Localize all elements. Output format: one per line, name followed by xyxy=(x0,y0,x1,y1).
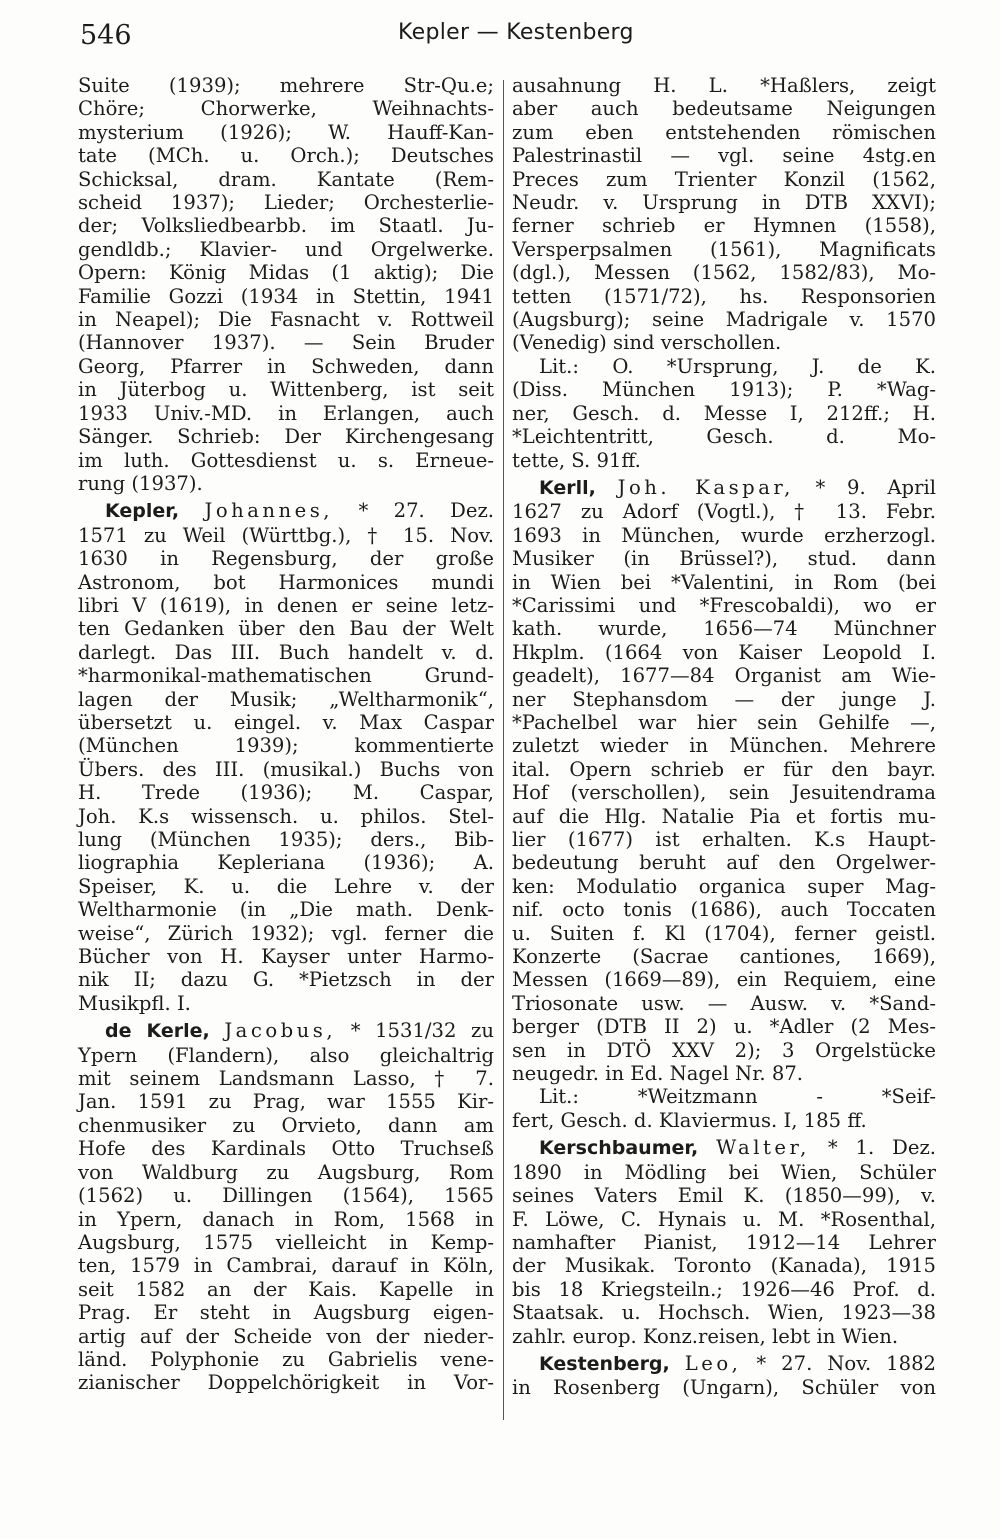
text-line: zum eben entstehenden römischen xyxy=(512,120,936,144)
text-line: Konzerte (Sacrae cantiones, 1669), xyxy=(512,945,936,969)
text-line: * 1. Dez. xyxy=(827,1136,936,1160)
headword: Kerll, xyxy=(539,476,596,499)
text-line: 1890 in Mödling bei Wien, Schüler xyxy=(512,1160,936,1184)
text-line: liographia Kepleriana (1936); A. xyxy=(78,851,494,875)
text-line: artig auf der Scheide von der nieder- xyxy=(78,1324,494,1348)
text-line: in Rosenberg (Ungarn), Schüler von xyxy=(512,1376,936,1400)
text-line: Palestrinastil — vgl. seine 4stg.en xyxy=(512,144,936,168)
text-line: u. Suiten f. Kl (1704), ferner geistl. xyxy=(512,921,936,945)
text-line: * 9. April xyxy=(815,475,936,499)
text-line: im luth. Gottesdienst u. s. Erneue- xyxy=(78,448,494,472)
text-line: mysterium (1926); W. Hauff-Kan- xyxy=(78,120,494,144)
text-line: scheid 1937); Lieder; Orchesterlie- xyxy=(78,191,494,215)
text-line: Preces zum Trienter Konzil (1562, xyxy=(512,167,936,191)
text-line: (dgl.), Messen (1562, 1582/83), Mo- xyxy=(512,261,936,285)
entry-kerll xyxy=(512,476,936,1132)
entry-kerschbaumer xyxy=(512,1136,936,1348)
given-name: Leo, xyxy=(684,1351,742,1375)
literature-line: Lit.: O. *Ursprung, J. de K. xyxy=(539,354,936,378)
text-line: zahlr. europ. Konz.reisen, lebt in Wien. xyxy=(512,1324,899,1348)
text-line: * 27. Dez. xyxy=(358,499,495,523)
running-title: Kepler — Kestenberg xyxy=(398,20,634,45)
text-line: Chöre; Chorwerke, Weihnachts- xyxy=(78,97,494,121)
text-line: sen in DTÖ XXV 2); 3 Orgelstücke xyxy=(512,1038,936,1062)
text-line: ten, 1579 in Cambrai, darauf in Köln, xyxy=(78,1254,494,1278)
text-line: Musiker (in Brüssel?), stud. dann xyxy=(512,547,936,571)
text-line: Sänger. Schrieb: Der Kirchengesang xyxy=(78,425,494,449)
text-line: Übers. des III. (musikal.) Buchs von xyxy=(78,757,494,781)
text-line: ten Gedanken über den Bau der Welt xyxy=(78,617,494,641)
text-line: seit 1582 an der Kais. Kapelle in xyxy=(78,1277,494,1301)
text-line: Suite (1939); mehrere Str-Qu.e; xyxy=(78,74,494,97)
text-line: tetten (1571/72), hs. Responsorien xyxy=(512,284,936,308)
text-line: bedeutung beruht auf den Orgelwer- xyxy=(512,851,936,875)
text-line: Staatsak. u. Hochsch. Wien, 1923—38 xyxy=(512,1301,936,1325)
given-name: Jacobus, xyxy=(224,1019,337,1043)
entry-first-line xyxy=(512,1136,936,1160)
text-line: in Neapel); Die Fasnacht v. Rottweil xyxy=(78,308,494,332)
text-line: Astronom, bot Harmonices mundi xyxy=(78,570,494,594)
text-line: lier (1677) ist erhalten. K.s Haupt- xyxy=(512,828,936,851)
text-line: Musikpfl. I. xyxy=(78,991,191,1015)
text-line: länd. Polyphonie zu Gabrielis vene- xyxy=(78,1347,494,1371)
entry-first-line xyxy=(512,476,936,500)
text-line: 1933 Univ.-MD. in Erlangen, auch xyxy=(78,401,494,425)
given-name: Johannes, xyxy=(204,499,334,523)
column-divider xyxy=(503,80,504,1420)
given-name: Joh. Kaspar, xyxy=(617,475,794,499)
text-line: aber auch bedeutsame Neigungen xyxy=(512,97,936,121)
text-line: berger (DTB II 2) u. *Adler (2 Mes- xyxy=(512,1015,936,1039)
text-line: tate (MCh. u. Orch.); Deutsches xyxy=(78,144,494,168)
text-line: (Venedig) sind verschollen. xyxy=(512,331,782,355)
text-line: Familie Gozzi (1934 in Stettin, 1941 xyxy=(78,284,494,308)
text-line: mit seinem Landsmann Lasso, † 7. xyxy=(78,1067,494,1091)
text-line: Neudr. v. Ursprung in DTB XXVI); xyxy=(512,191,936,215)
literature-line: tette, S. 91ff. xyxy=(512,448,641,472)
text-line: in Wien bei *Valentini, in Rom (bei xyxy=(512,570,936,594)
entry-de-kerle-continued xyxy=(512,74,936,472)
text-line: ner Stephansdom — der junge J. xyxy=(512,687,936,711)
text-line: (München 1939); kommentierte xyxy=(78,734,494,758)
text-line: ferner schrieb er Hymnen (1558), xyxy=(512,214,936,238)
text-line: zianischer Doppelchörigkeit in Vor- xyxy=(78,1371,494,1395)
text-line: ausahnung H. L. *Haßlers, zeigt xyxy=(512,74,936,97)
text-line: auf die Hlg. Natalie Pia et fortis mu- xyxy=(512,804,936,828)
text-line: nik II; dazu G. *Pietzsch in der xyxy=(78,968,494,992)
text-line: Weltharmonie (in „Die math. Denk- xyxy=(78,898,494,922)
text-line: Schicksal, dram. Kantate (Rem- xyxy=(78,167,494,191)
text-line: der Musikak. Toronto (Kanada), 1915 xyxy=(512,1254,936,1278)
text-line: Speiser, K. u. die Lehre v. der xyxy=(78,874,494,898)
text-line: Georg, Pfarrer in Schweden, dann xyxy=(78,354,494,378)
text-line: * 1531/32 zu xyxy=(350,1019,494,1043)
text-line: (1562) u. Dillingen (1564), 1565 xyxy=(78,1184,494,1208)
text-line: Prag. Er steht in Augsburg eigen- xyxy=(78,1301,494,1325)
headword: Kepler, xyxy=(105,500,180,523)
text-line: rung (1937). xyxy=(78,471,203,495)
text-line: *harmonikal-mathematischen Grund- xyxy=(78,664,494,688)
text-line: darlegt. Das III. Buch handelt v. d. xyxy=(78,640,494,664)
text-line: neugedr. in Ed. Nagel Nr. 87. xyxy=(512,1062,804,1086)
text-line: der; Volksliedbearbb. im Staatl. Ju- xyxy=(78,214,494,238)
entry-de-kerle xyxy=(78,1019,494,1395)
page-header xyxy=(0,20,1000,60)
text-line: *Carissimi und *Frescobaldi), wo er xyxy=(512,593,936,617)
headword: Kerschbaumer, xyxy=(539,1137,699,1160)
text-line: gendldb.; Klavier- und Orgelwerke. xyxy=(78,237,494,261)
text-line: nif. octo tonis (1686), auch Toccaten xyxy=(512,898,936,922)
text-line: Hkplm. (1664 von Kaiser Leopold I. xyxy=(512,640,936,664)
text-line: (Hannover 1937). — Sein Bruder xyxy=(78,331,494,355)
literature-line: *Leichtentritt, Gesch. d. Mo- xyxy=(512,425,936,449)
literature-line: Lit.: *Weitzmann - *Seif- xyxy=(539,1085,936,1109)
text-line: geadelt), 1677—84 Organist am Wie- xyxy=(512,664,936,688)
text-line: 1571 zu Weil (Württbg.), † 15. Nov. xyxy=(78,523,494,547)
entry-kepler xyxy=(78,499,494,1015)
text-line: Opern: König Midas (1 aktig); Die xyxy=(78,261,494,285)
entry-preceding xyxy=(78,74,494,495)
text-line: Jan. 1591 zu Prag, war 1555 Kir- xyxy=(78,1090,494,1114)
text-line: namhafter Pianist, 1912—14 Lehrer xyxy=(512,1230,936,1254)
text-line: Joh. K.s wissensch. u. philos. Stel- xyxy=(78,804,494,828)
page-number: 546 xyxy=(80,20,132,51)
text-line: F. Löwe, C. Hynais u. M. *Rosenthal, xyxy=(512,1207,936,1231)
text-line: in Jüterbog u. Wittenberg, ist seit xyxy=(78,378,494,402)
entry-kestenberg xyxy=(512,1352,936,1400)
text-line: * 27. Nov. 1882 xyxy=(756,1351,937,1375)
text-line: in Ypern, danach in Rom, 1568 in xyxy=(78,1207,494,1231)
literature-line: fert, Gesch. d. Klaviermus. I, 185 ff. xyxy=(512,1108,867,1132)
literature-line: (Diss. München 1913); P. *Wag- xyxy=(512,378,936,402)
given-name: Walter, xyxy=(716,1136,810,1160)
text-line: übersetzt u. eingel. v. Max Caspar xyxy=(78,710,494,734)
text-line: (Augsburg); seine Madrigale v. 1570 xyxy=(512,308,936,332)
text-line: weise“, Zürich 1932); vgl. ferner die xyxy=(78,921,494,945)
text-line: lung (München 1935); ders., Bib- xyxy=(78,828,494,851)
text-line: *Pachelbel war hier sein Gehilfe —, xyxy=(512,710,936,734)
text-line: zuletzt wieder in München. Mehrere xyxy=(512,734,936,758)
left-column xyxy=(78,74,494,1399)
text-line: ital. Opern schrieb er für den bayr. xyxy=(512,757,936,781)
text-line: Hof (verschollen), sein Jesuitendrama xyxy=(512,781,936,805)
text-line: von Waldburg zu Augsburg, Rom xyxy=(78,1160,494,1184)
literature-line: ner, Gesch. d. Messe I, 212ff.; H. xyxy=(512,401,936,425)
text-line: Triosonate usw. — Ausw. v. *Sand- xyxy=(512,991,936,1015)
text-line: Ypern (Flandern), also gleichaltrig xyxy=(78,1043,494,1067)
text-line: seines Vaters Emil K. (1850—99), v. xyxy=(512,1184,936,1208)
headword: de Kerle, xyxy=(105,1020,210,1043)
text-line: Versperpsalmen (1561), Magnificats xyxy=(512,237,936,261)
headword: Kestenberg, xyxy=(539,1352,670,1375)
text-line: H. Trede (1936); M. Caspar, xyxy=(78,781,494,805)
text-line: Bücher von H. Kayser unter Harmo- xyxy=(78,945,494,969)
text-line: 1693 in München, wurde erzherzogl. xyxy=(512,523,936,547)
entry-first-line xyxy=(78,499,494,523)
text-line: kath. wurde, 1656—74 Münchner xyxy=(512,617,936,641)
text-line: 1630 in Regensburg, der große xyxy=(78,547,494,571)
entry-first-line xyxy=(512,1352,936,1376)
text-line: chenmusiker zu Orvieto, dann am xyxy=(78,1113,494,1137)
text-line: Augsburg, 1575 vielleicht in Kemp- xyxy=(78,1230,494,1254)
text-line: Hofe des Kardinals Otto Truchseß xyxy=(78,1137,494,1161)
text-line: Messen (1669—89), ein Requiem, eine xyxy=(512,968,936,992)
text-line: 1627 zu Adorf (Vogtl.), † 13. Febr. xyxy=(512,500,936,524)
text-line: libri V (1619), in denen er seine letz- xyxy=(78,593,494,617)
text-line: ken: Modulatio organica super Mag- xyxy=(512,874,936,898)
entry-first-line xyxy=(78,1019,494,1043)
right-column xyxy=(512,74,936,1404)
text-line: bis 18 Kriegsteiln.; 1926—46 Prof. d. xyxy=(512,1277,936,1301)
text-line: lagen der Musik; „Weltharmonik“, xyxy=(78,687,494,711)
